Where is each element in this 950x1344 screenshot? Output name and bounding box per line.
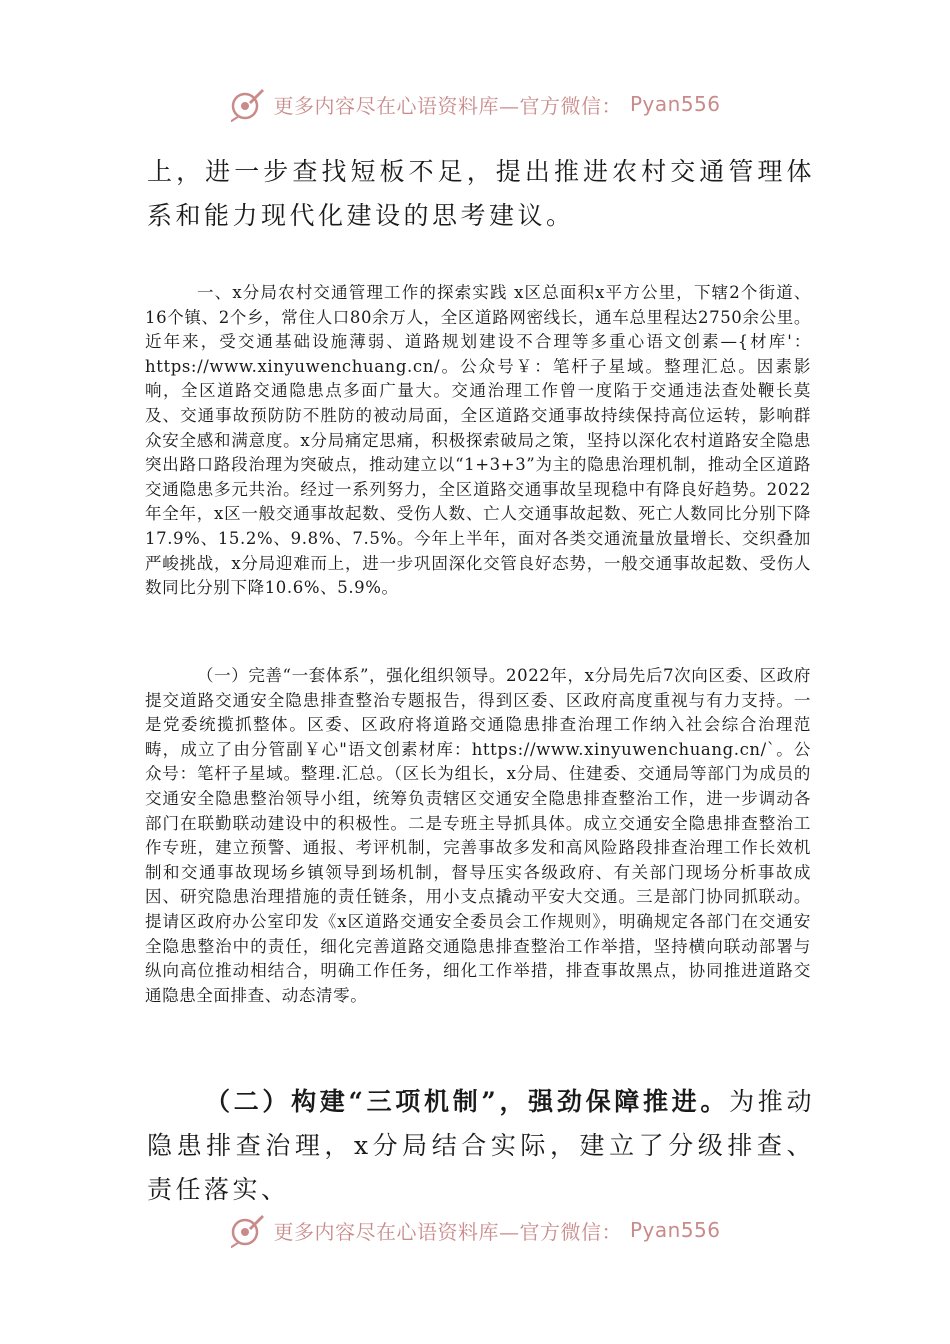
watermark-text: 更多内容尽在心语资料库—官方微信：	[273, 1219, 622, 1244]
subsection2-heading: （二）构建“三项机制”，强劲保障推进。	[205, 1087, 730, 1116]
subsection1-paragraph: （一）完善“一套体系”，强化组织领导。2022年，x分局先后7次向区委、区政府提交道路交通安全隐患排查整治专题报告，得到区委、区政府高度重视与有力支持。一是党委统揽抓整体。区委、区政府将道路交通隐患排查治理工作纳入社会综合治理范畴，成立了由分管副￥心"语文创素材库：https://www.xinyuwenchuang.cn/`。公众号：笔杆子星域。整理.汇总。（区长为组长，x分局、住建委、交通局等部门为成员的交通安全隐患整治领导小组，统筹负责辖区交通安全隐患排查整治工作，进一步调动各部门在联勤联动建设中的积极性。二是专班主导抓具体。成立交通安全隐患排查整治工作专班，建立预警、通报、考评机制，完善事故多发和高风险路段排查治理工作长效机制和交通事故现场乡镇领导到场机制，督导压实各级政府、有关部门现场分析事故成因、研究隐患治理措施的责任链条，用小支点撬动平安大交通。三是部门协同抓联动。提请区政府办公室印发《x区道路交通安全委员会工作规则》，明确规定各部门在交通安全隐患整治中的责任，细化完善道路交通隐患排查整治工作举措，坚持横向联动部署与纵向高位推动相结合，明确工作任务，细化工作举措，排查事故黑点，协同推进道路交通隐患全面排查、动态清零。	[145, 666, 811, 1005]
watermark-id: Pyan556	[629, 1218, 721, 1242]
watermark-id: Pyan556	[629, 92, 721, 116]
watermark-footer	[0, 1210, 950, 1250]
subsection2-paragraph	[147, 1080, 815, 1212]
pen-logo-icon	[229, 1212, 265, 1248]
watermark-header	[0, 84, 950, 124]
intro-paragraph: 上，进一步查找短板不足，提出推进农村交通管理体系和能力现代化建设的思考建议。	[147, 157, 815, 230]
subsection2-text: 为推动隐患排查治理，x分局结合实际，建立了分级排查、责任落实、	[147, 1087, 815, 1204]
pen-logo-icon	[229, 86, 265, 122]
section1-paragraph: 一、x分局农村交通管理工作的探索实践 x区总面积x平方公里，下辖2个街道、16个镇、2个乡，常住人口80余万人，全区道路网密线长，通车总里程达2750余公里。近年来，受交通基础设施薄弱、道路规划建设不合理等多重心语文创素—{材库'：https://www.xinyuwenchuang.cn/。公众号￥：笔杆子星域。整理汇总。因素影响，全区道路交通隐患点多面广量大。交通治理工作曾一度陷于交通违法查处鞭长莫及、交通事故预防防不胜防的被动局面，全区道路交通事故持续保持高位运转，影响群众安全感和满意度。x分局痛定思痛，积极探索破局之策，坚持以深化农村道路安全隐患突出路口路段治理为突破点，推动建立以“1+3+3”为主的隐患治理机制，推动全区道路交通隐患多元共治。经过一系列努力，全区道路交通事故呈现稳中有降良好趋势。2022年全年，x区一般交通事故起数、受伤人数、亡人交通事故起数、死亡人数同比分别下降17.9%、15.2%、9.8%、7.5%。今年上半年，面对各类交通流量放量增长、交织叠加严峻挑战，x分局迎难而上，进一步巩固深化交管良好态势，一般交通事故起数、受伤人数同比分别下降10.6%、5.9%。	[145, 283, 811, 598]
watermark-text: 更多内容尽在心语资料库—官方微信：	[273, 93, 622, 118]
